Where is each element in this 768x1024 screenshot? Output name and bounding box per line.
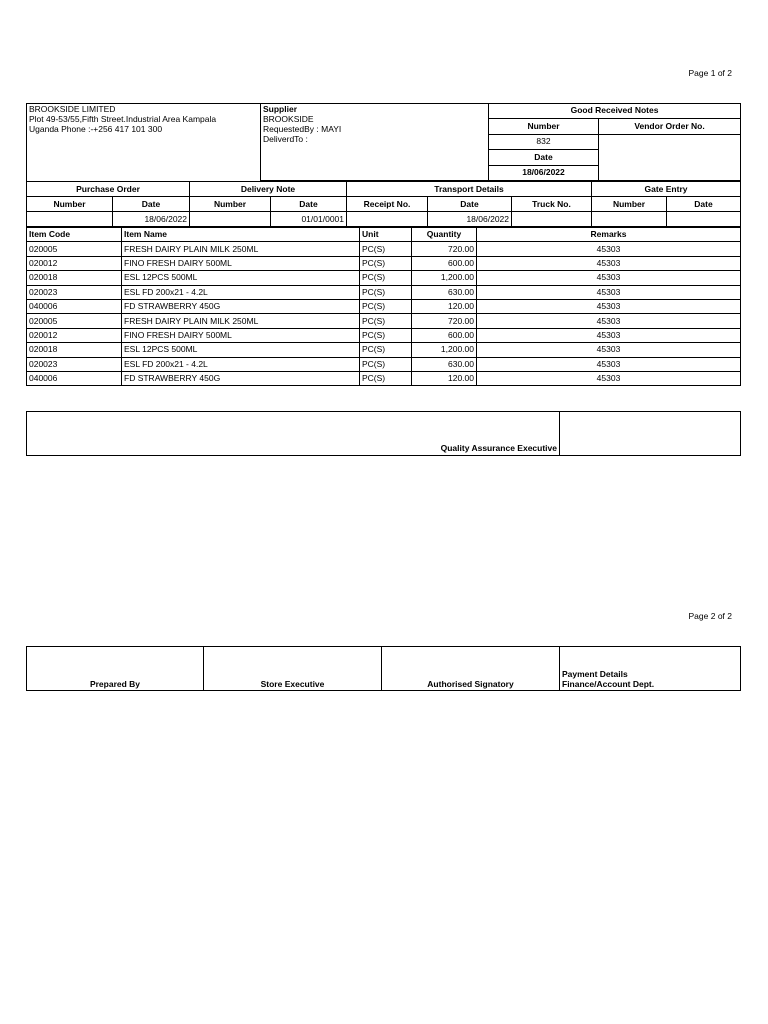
- qa-signature-cell: [560, 412, 741, 456]
- gate-date-value: [667, 212, 741, 227]
- requested-by: RequestedBy : MAYI: [263, 124, 342, 134]
- po-date-header: Date: [113, 197, 190, 212]
- remarks-cell: 45303: [477, 242, 741, 256]
- truck-no-header: Truck No.: [512, 197, 592, 212]
- table-row: [27, 242, 741, 256]
- quantity-cell: 1,200.00: [412, 271, 477, 285]
- quantity-cell: 600.00: [412, 328, 477, 342]
- po-number-header: Number: [27, 197, 113, 212]
- prepared-by-label: Prepared By: [27, 647, 204, 691]
- table-row: [27, 271, 741, 285]
- transport-details-group: Transport Details: [347, 182, 592, 197]
- supplier-name: BROOKSIDE: [263, 114, 314, 124]
- item-code-cell: 020005: [27, 314, 122, 328]
- transport-date-value: 18/06/2022: [428, 212, 512, 227]
- company-name: BROOKSIDE LIMITED: [29, 104, 116, 114]
- company-contact: Uganda Phone :-+256 417 101 300: [29, 124, 163, 134]
- transport-date-header: Date: [428, 197, 512, 212]
- remarks-cell: 45303: [477, 371, 741, 385]
- unit-cell: PC(S): [360, 299, 412, 313]
- unit-header: Unit: [360, 228, 412, 242]
- quantity-cell: 630.00: [412, 285, 477, 299]
- quantity-cell: 720.00: [412, 242, 477, 256]
- item-name-cell: FRESH DAIRY PLAIN MILK 250ML: [122, 242, 360, 256]
- truck-no-value: [512, 212, 592, 227]
- item-code-cell: 040006: [27, 299, 122, 313]
- table-row: [27, 357, 741, 371]
- signature-table: [26, 646, 741, 691]
- item-name-cell: FINO FRESH DAIRY 500ML: [122, 328, 360, 342]
- finance-dept-label: Finance/Account Dept.: [562, 679, 655, 689]
- item-code-cell: 020018: [27, 343, 122, 357]
- qa-label: Quality Assurance Executive: [27, 412, 560, 456]
- qa-box: [26, 411, 741, 456]
- dn-date-header: Date: [271, 197, 347, 212]
- grn-number-value: 832: [489, 135, 599, 150]
- quantity-cell: 120.00: [412, 299, 477, 313]
- payment-details-cell: [560, 647, 741, 691]
- item-name-cell: FRESH DAIRY PLAIN MILK 250ML: [122, 314, 360, 328]
- item-name-cell: ESL FD 200x21 - 4.2L: [122, 357, 360, 371]
- remarks-cell: 45303: [477, 343, 741, 357]
- reference-table: [26, 181, 741, 227]
- remarks-cell: 45303: [477, 271, 741, 285]
- grn-date-value: 18/06/2022: [489, 166, 599, 181]
- unit-cell: PC(S): [360, 314, 412, 328]
- quantity-cell: 1,200.00: [412, 343, 477, 357]
- item-code-cell: 020012: [27, 256, 122, 270]
- page-number-2: Page 2 of 2: [688, 611, 732, 621]
- page-number-1: Page 1 of 2: [688, 68, 732, 78]
- dn-number-value: [190, 212, 271, 227]
- quantity-cell: 720.00: [412, 314, 477, 328]
- item-name-cell: FD STRAWBERRY 450G: [122, 299, 360, 313]
- remarks-cell: 45303: [477, 285, 741, 299]
- gate-date-header: Date: [667, 197, 741, 212]
- delivery-note-group: Delivery Note: [190, 182, 347, 197]
- header-table: [26, 103, 741, 181]
- po-number-value: [27, 212, 113, 227]
- unit-cell: PC(S): [360, 343, 412, 357]
- item-code-cell: 020023: [27, 285, 122, 299]
- grn-title: Good Received Notes: [489, 104, 741, 119]
- payment-details-label: Payment Details: [562, 669, 628, 679]
- item-name-cell: FINO FRESH DAIRY 500ML: [122, 256, 360, 270]
- po-date-value: 18/06/2022: [113, 212, 190, 227]
- gate-entry-group: Gate Entry: [592, 182, 741, 197]
- table-row: [27, 299, 741, 313]
- quantity-header: Quantity: [412, 228, 477, 242]
- items-table: [26, 227, 741, 386]
- quantity-cell: 120.00: [412, 371, 477, 385]
- item-code-cell: 020012: [27, 328, 122, 342]
- company-block: [27, 104, 261, 181]
- remarks-cell: 45303: [477, 256, 741, 270]
- item-code-header: Item Code: [27, 228, 122, 242]
- item-name-cell: ESL 12PCS 500ML: [122, 271, 360, 285]
- item-code-cell: 020005: [27, 242, 122, 256]
- remarks-header: Remarks: [477, 228, 741, 242]
- unit-cell: PC(S): [360, 328, 412, 342]
- delivered-to: DeliverdTo :: [263, 134, 308, 144]
- table-row: [27, 285, 741, 299]
- company-address: Plot 49-53/55,Fifth Street.Industrial Area Kampala: [29, 114, 217, 124]
- unit-cell: PC(S): [360, 271, 412, 285]
- vendor-order-label: Vendor Order No.: [599, 119, 741, 135]
- receipt-no-header: Receipt No.: [347, 197, 428, 212]
- vendor-order-value: [599, 135, 741, 181]
- gate-number-value: [592, 212, 667, 227]
- item-name-cell: ESL FD 200x21 - 4.2L: [122, 285, 360, 299]
- gate-number-header: Number: [592, 197, 667, 212]
- supplier-heading: Supplier: [263, 104, 298, 114]
- unit-cell: PC(S): [360, 242, 412, 256]
- unit-cell: PC(S): [360, 357, 412, 371]
- table-row: [27, 328, 741, 342]
- remarks-cell: 45303: [477, 357, 741, 371]
- table-row: [27, 314, 741, 328]
- unit-cell: PC(S): [360, 285, 412, 299]
- quantity-cell: 600.00: [412, 256, 477, 270]
- unit-cell: PC(S): [360, 371, 412, 385]
- unit-cell: PC(S): [360, 256, 412, 270]
- item-name-cell: FD STRAWBERRY 450G: [122, 371, 360, 385]
- supplier-block: [261, 104, 489, 181]
- remarks-cell: 45303: [477, 314, 741, 328]
- grn-number-label: Number: [489, 119, 599, 135]
- receipt-no-value: [347, 212, 428, 227]
- authorised-signatory-label: Authorised Signatory: [382, 647, 560, 691]
- table-row: [27, 256, 741, 270]
- table-row: [27, 343, 741, 357]
- item-code-cell: 020023: [27, 357, 122, 371]
- store-executive-label: Store Executive: [204, 647, 382, 691]
- remarks-cell: 45303: [477, 328, 741, 342]
- remarks-cell: 45303: [477, 299, 741, 313]
- item-code-cell: 020018: [27, 271, 122, 285]
- grn-date-label: Date: [489, 150, 599, 166]
- item-code-cell: 040006: [27, 371, 122, 385]
- purchase-order-group: Purchase Order: [27, 182, 190, 197]
- item-name-cell: ESL 12PCS 500ML: [122, 343, 360, 357]
- dn-date-value: 01/01/0001: [271, 212, 347, 227]
- dn-number-header: Number: [190, 197, 271, 212]
- table-row: [27, 371, 741, 385]
- item-name-header: Item Name: [122, 228, 360, 242]
- quantity-cell: 630.00: [412, 357, 477, 371]
